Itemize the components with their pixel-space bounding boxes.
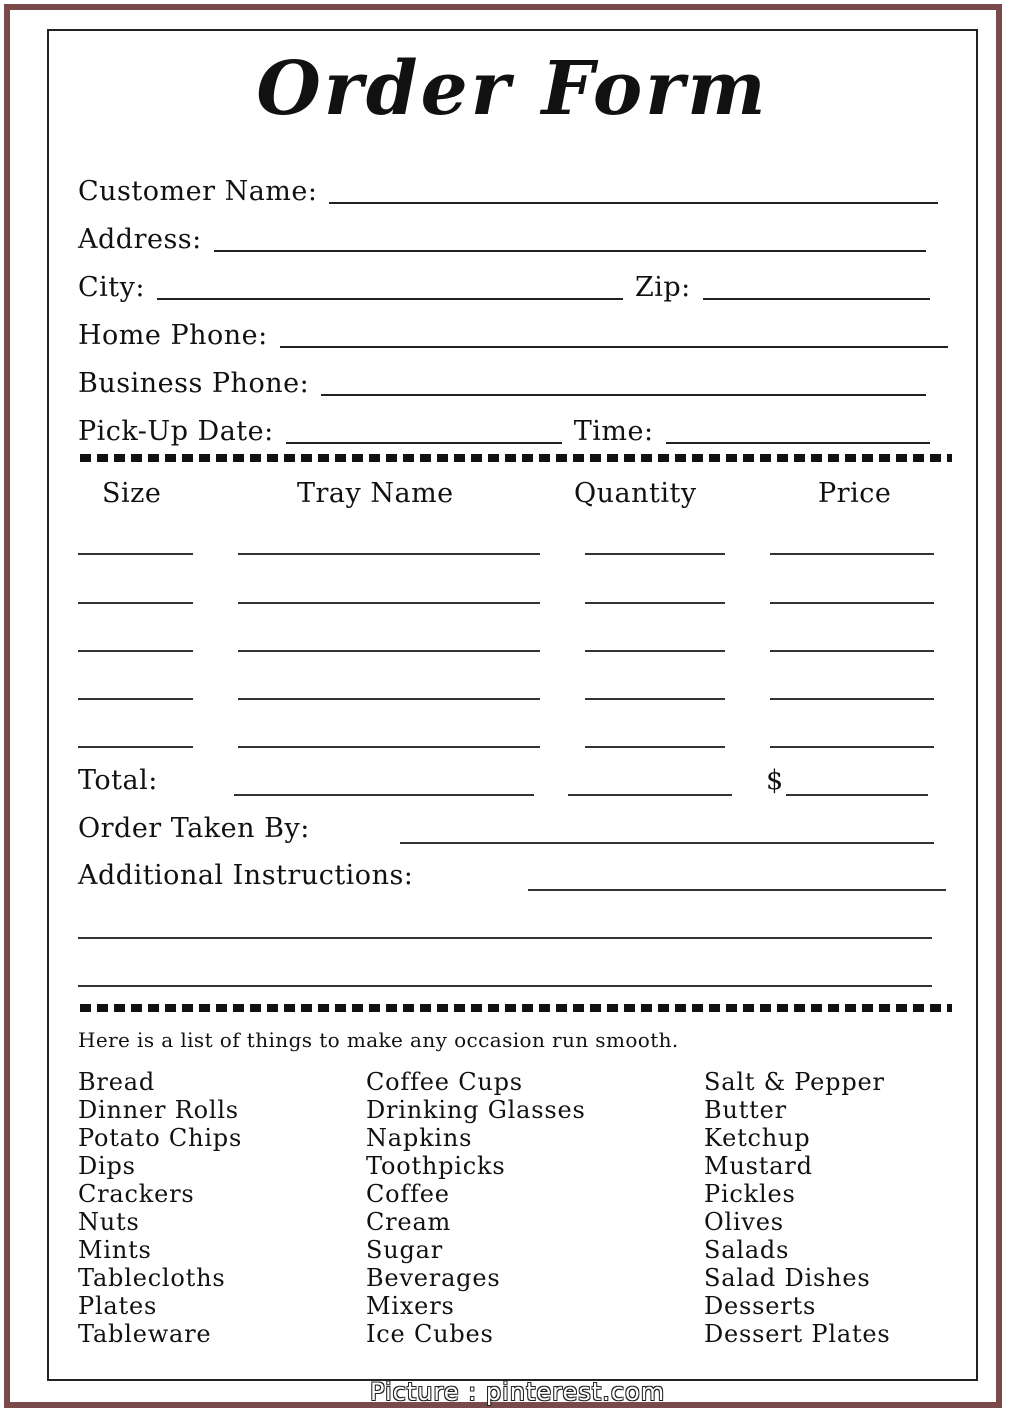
column-header-quantity: Quantity [574, 478, 697, 509]
business-phone-label: Business Phone: [78, 368, 310, 399]
city-zip-row [78, 256, 948, 304]
list-item: Cream [366, 1208, 452, 1236]
home-phone-label: Home Phone: [78, 320, 268, 351]
dollar-sign: $ [766, 765, 784, 796]
form-title: Order Form [256, 46, 769, 132]
list-item: Napkins [366, 1124, 473, 1152]
list-item: Butter [704, 1096, 787, 1124]
home-phone-row [78, 304, 948, 352]
list-item: Drinking Glasses [366, 1096, 586, 1124]
pickup-date-label: Pick-Up Date: [78, 416, 274, 447]
additional-instructions-label: Additional Instructions: [78, 860, 414, 891]
list-item: Tablecloths [78, 1264, 226, 1292]
column-header-size: Size [102, 478, 162, 509]
tray-name-field[interactable] [238, 602, 540, 604]
order-taken-by-field[interactable] [400, 842, 934, 844]
size-field[interactable] [78, 650, 193, 652]
customer-name-label: Customer Name: [78, 176, 318, 207]
checklist-column-1 [78, 1068, 242, 1348]
list-item: Salt & Pepper [704, 1068, 885, 1096]
checklist-intro: Here is a list of things to make any occasion run smooth. [78, 1028, 679, 1052]
list-item: Olives [704, 1208, 784, 1236]
list-item: Salads [704, 1236, 790, 1264]
instructions-line[interactable] [78, 937, 932, 939]
list-item: Nuts [78, 1208, 140, 1236]
list-item: Dessert Plates [704, 1320, 891, 1348]
list-item: Crackers [78, 1180, 195, 1208]
list-item: Sugar [366, 1236, 444, 1264]
total-label: Total: [78, 765, 158, 796]
business-phone-field[interactable] [321, 394, 926, 396]
time-field[interactable] [666, 442, 930, 444]
pickup-row [78, 400, 948, 448]
zip-field[interactable] [703, 298, 930, 300]
quantity-field[interactable] [585, 602, 725, 604]
list-item: Pickles [704, 1180, 796, 1208]
size-field[interactable] [78, 602, 193, 604]
tray-name-field[interactable] [238, 650, 540, 652]
address-field[interactable] [214, 250, 926, 252]
list-item: Ice Cubes [366, 1320, 494, 1348]
column-header-tray-name: Tray Name [297, 478, 454, 509]
column-header-price: Price [818, 478, 892, 509]
additional-instructions-field[interactable] [528, 889, 946, 891]
list-item: Mixers [366, 1292, 455, 1320]
list-item: Mints [78, 1236, 152, 1264]
list-item: Desserts [704, 1292, 817, 1320]
list-item: Plates [78, 1292, 158, 1320]
size-field[interactable] [78, 698, 193, 700]
checklist-column-2 [366, 1068, 586, 1348]
zip-label: Zip: [635, 272, 691, 303]
dotted-divider [80, 1004, 952, 1012]
tray-name-field[interactable] [238, 553, 540, 555]
size-field[interactable] [78, 553, 193, 555]
list-item: Coffee Cups [366, 1068, 523, 1096]
address-row [78, 208, 948, 256]
list-item: Salad Dishes [704, 1264, 871, 1292]
customer-fields [78, 160, 948, 448]
checklist-column-3 [704, 1068, 891, 1348]
list-item: Mustard [704, 1152, 813, 1180]
price-field[interactable] [770, 650, 934, 652]
pickup-date-field[interactable] [286, 442, 562, 444]
city-label: City: [78, 272, 145, 303]
list-item: Beverages [366, 1264, 501, 1292]
dotted-divider [80, 454, 952, 462]
home-phone-field[interactable] [280, 346, 948, 348]
business-phone-row [78, 352, 948, 400]
city-field[interactable] [157, 298, 623, 300]
watermark: Picture : pinterest.com [370, 1378, 666, 1406]
time-label: Time: [573, 416, 654, 447]
quantity-field[interactable] [585, 746, 725, 748]
price-field[interactable] [770, 553, 934, 555]
tray-name-field[interactable] [238, 698, 540, 700]
price-field[interactable] [770, 602, 934, 604]
list-item: Potato Chips [78, 1124, 243, 1152]
list-item: Bread [78, 1068, 155, 1096]
list-item: Coffee [366, 1180, 450, 1208]
customer-name-field[interactable] [329, 202, 938, 204]
list-item: Toothpicks [366, 1152, 506, 1180]
price-field[interactable] [770, 746, 934, 748]
list-item: Dips [78, 1152, 136, 1180]
customer-name-row [78, 160, 948, 208]
quantity-field[interactable] [585, 650, 725, 652]
quantity-field[interactable] [585, 553, 725, 555]
total-quantity-field[interactable] [568, 794, 732, 796]
order-taken-by-label: Order Taken By: [78, 813, 310, 844]
total-tray-field[interactable] [234, 794, 534, 796]
list-item: Tableware [78, 1320, 212, 1348]
quantity-field[interactable] [585, 698, 725, 700]
tray-name-field[interactable] [238, 746, 540, 748]
total-price-field[interactable] [786, 794, 928, 796]
list-item: Dinner Rolls [78, 1096, 239, 1124]
price-field[interactable] [770, 698, 934, 700]
list-item: Ketchup [704, 1124, 811, 1152]
address-label: Address: [78, 224, 202, 255]
size-field[interactable] [78, 746, 193, 748]
instructions-line[interactable] [78, 985, 932, 987]
